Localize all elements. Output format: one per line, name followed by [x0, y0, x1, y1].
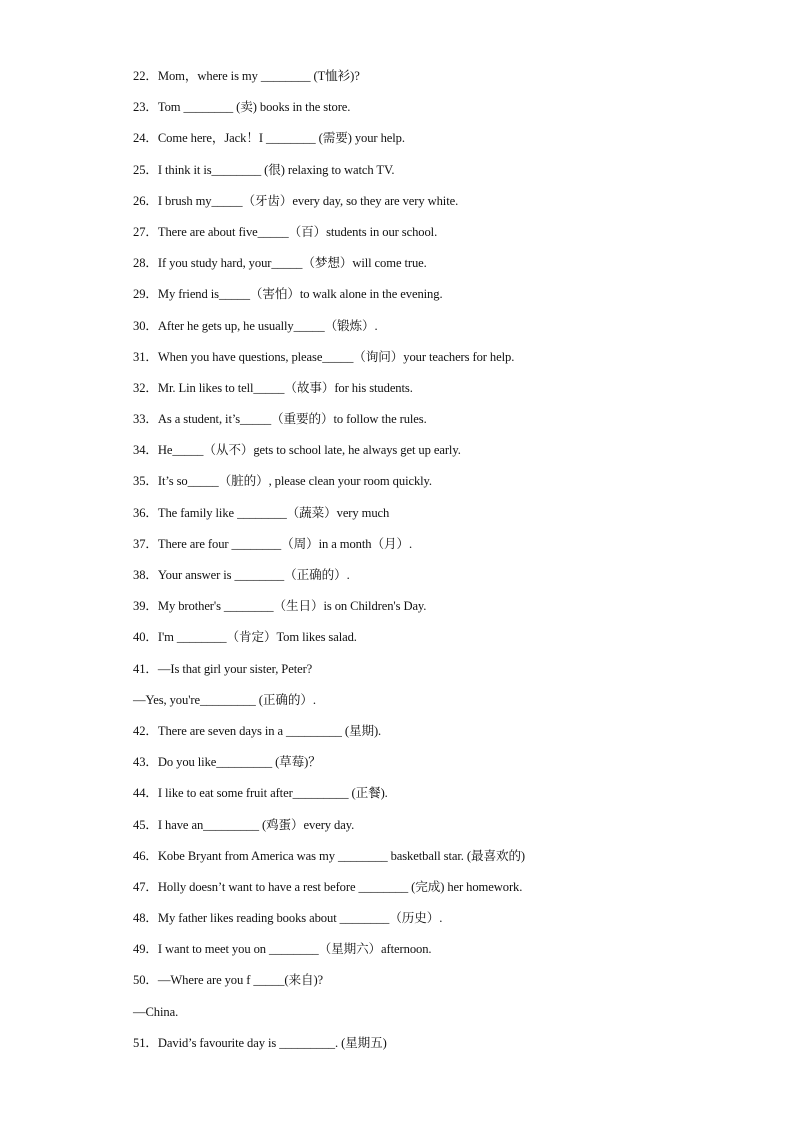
- exercise-45: 45．I have an_________ (鸡蛋）every day.: [133, 817, 355, 832]
- exercise-47: 47．Holly doesn’t want to have a rest before ________ (完成) her homework.: [133, 879, 523, 894]
- exercise-30: 30．After he gets up, he usually_____（锻炼）.: [133, 318, 378, 333]
- exercise-49: 49．I want to meet you on ________（星期六）afternoon.: [133, 942, 432, 957]
- exercise-46: 46．Kobe Bryant from America was my ________ basketball star. (最喜欢的): [133, 848, 526, 863]
- exercise-36: 36．The family like ________（蔬菜）very much: [133, 505, 390, 520]
- exercise-41-question: 41．—Is that girl your sister, Peter?: [133, 661, 313, 676]
- exercise-40: 40．I'm ________（肯定）Tom likes salad.: [133, 630, 357, 645]
- exercise-28: 28．If you study hard, your_____（梦想）will come true.: [133, 256, 427, 271]
- exercise-31: 31．When you have questions, please_____（询问）your teachers for help.: [133, 349, 515, 364]
- exercise-24: 24．Come here，Jack！I ________ (需要) your help.: [133, 131, 405, 146]
- exercise-44: 44．I like to eat some fruit after_________ (正餐).: [133, 786, 388, 801]
- exercise-50-answer: —China.: [133, 1004, 179, 1019]
- exercise-41-answer: —Yes, you're_________ (正确的）.: [133, 692, 316, 707]
- exercise-37: 37．There are four ________（周）in a month（月）.: [133, 536, 413, 551]
- exercise-35: 35．It’s so_____（脏的）, please clean your room quickly.: [133, 474, 432, 489]
- exercise-32: 32．Mr. Lin likes to tell_____（故事）for his students.: [133, 380, 413, 395]
- exercise-23: 23．Tom ________ (卖) books in the store.: [133, 100, 351, 115]
- exercise-43: 43．Do you like_________ (草莓)？: [133, 755, 321, 770]
- exercise-34: 34．He_____（从不）gets to school late, he always get up early.: [133, 443, 461, 458]
- exercise-38: 38．Your answer is ________（正确的）.: [133, 568, 350, 582]
- exercise-25: 25．I think it is________ (很) relaxing to watch TV.: [133, 162, 395, 177]
- exercise-39: 39．My brother's ________（生日）is on Children's Day.: [133, 599, 427, 614]
- exercise-26: 26．I brush my_____（牙齿）every day, so they are very white.: [133, 193, 459, 208]
- exercise-list: [133, 66, 753, 1064]
- exercise-27: 27．There are about five_____（百）students in our school.: [133, 224, 438, 239]
- exercise-29: 29．My friend is_____（害怕）to walk alone in the evening.: [133, 287, 443, 302]
- exercise-48: 48．My father likes reading books about ________（历史）.: [133, 911, 443, 926]
- exercise-42: 42．There are seven days in a _________ (星期).: [133, 723, 382, 738]
- exercise-33: 33．As a student, it’s_____（重要的）to follow the rules.: [133, 412, 427, 427]
- exercise-50-question: 50．—Where are you f _____(来自)?: [133, 973, 324, 988]
- exercise-22: 22．Mom，where is my ________ (T恤衫)?: [133, 69, 360, 83]
- exercise-51: 51．David’s favourite day is _________. (星期五): [133, 1035, 387, 1050]
